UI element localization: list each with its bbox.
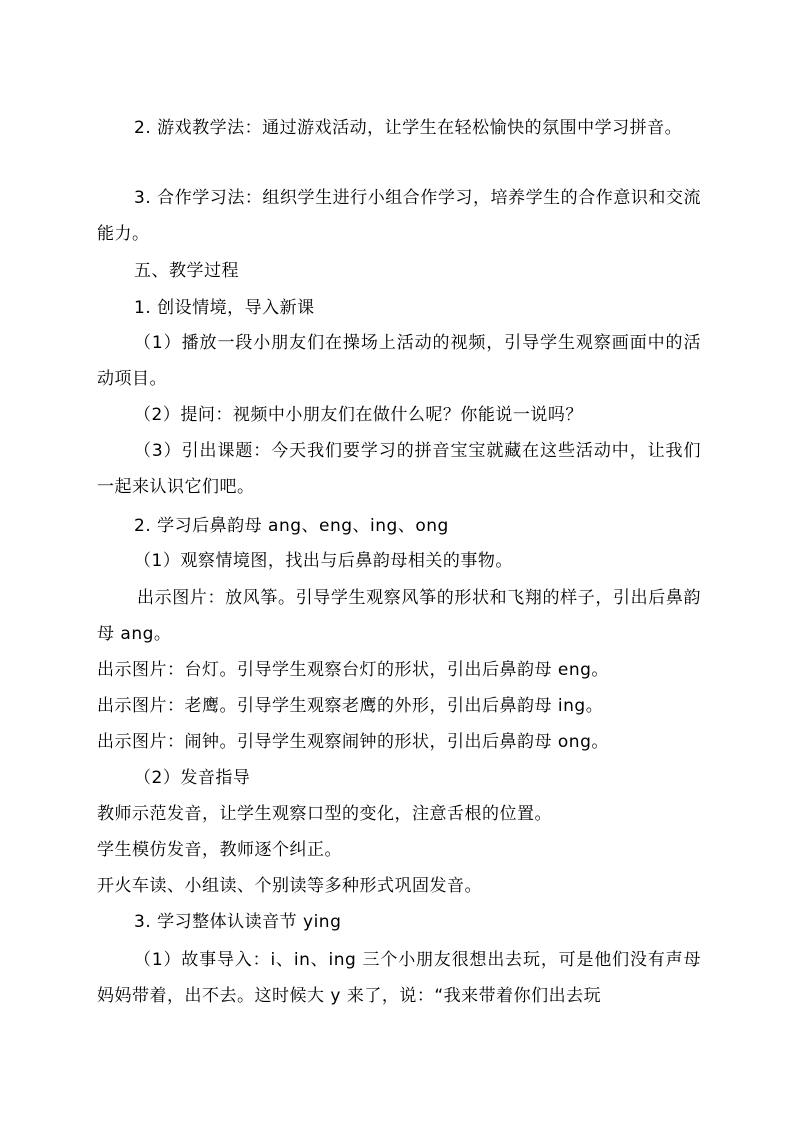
paragraph-picture-eagle: 出示图片：老鹰。引导学生观察老鹰的外形，引出后鼻韵母 ing。 <box>97 696 604 716</box>
paragraph-ask-question: （2）提问：视频中小朋友们在做什么呢？你能说一说吗？ <box>134 405 583 425</box>
subheading-learn-ying: 3. 学习整体认读音节 ying <box>134 912 342 932</box>
paragraph-cooperative-method: 3. 合作学习法：组织学生进行小组合作学习，培养学生的合作意识和交流能力。 <box>97 188 701 244</box>
paragraph-picture-clock: 出示图片：闹钟。引导学生观察闹钟的形状，引出后鼻韵母 ong。 <box>97 732 609 752</box>
paragraph-teacher-demo: 教师示范发音，让学生观察口型的变化，注意舌根的位置。 <box>97 804 552 824</box>
subheading-create-situation: 1. 创设情境，导入新课 <box>134 298 315 318</box>
paragraph-student-imitate: 学生模仿发音，教师逐个纠正。 <box>97 840 342 860</box>
paragraph-introduce-topic: （3）引出课题：今天我们要学习的拼音宝宝就藏在这些活动中，让我们一起来认识它们吧。 <box>97 441 701 497</box>
paragraph-play-video: （1）播放一段小朋友们在操场上活动的视频，引导学生观察画面中的活动项目。 <box>97 333 701 389</box>
paragraph-train-reading: 开火车读、小组读、个别读等多种形式巩固发音。 <box>97 876 482 896</box>
paragraph-game-method: 2. 游戏教学法：通过游戏活动，让学生在轻松愉快的氛围中学习拼音。 <box>134 118 683 138</box>
section-heading-teaching-process: 五、教学过程 <box>134 261 239 281</box>
paragraph-picture-kite: 出示图片：放风筝。引导学生观察风筝的形状和飞翔的样子，引出后鼻韵母 ang。 <box>97 588 701 644</box>
paragraph-story-intro: （1）故事导入：i、in、ing 三个小朋友很想出去玩，可是他们没有声母妈妈带着，出不去。这时候大 y 来了，说：“我来带着你们出去玩 <box>97 950 701 1006</box>
paragraph-observe-scene: （1）观察情境图，找出与后鼻韵母相关的事物。 <box>134 551 513 571</box>
subheading-learn-back-nasal-finals: 2. 学习后鼻韵母 ang、eng、ing、ong <box>134 516 449 536</box>
subheading-pronunciation-guide: （2）发音指导 <box>134 768 251 788</box>
paragraph-picture-lamp: 出示图片：台灯。引导学生观察台灯的形状，引出后鼻韵母 eng。 <box>97 660 609 680</box>
